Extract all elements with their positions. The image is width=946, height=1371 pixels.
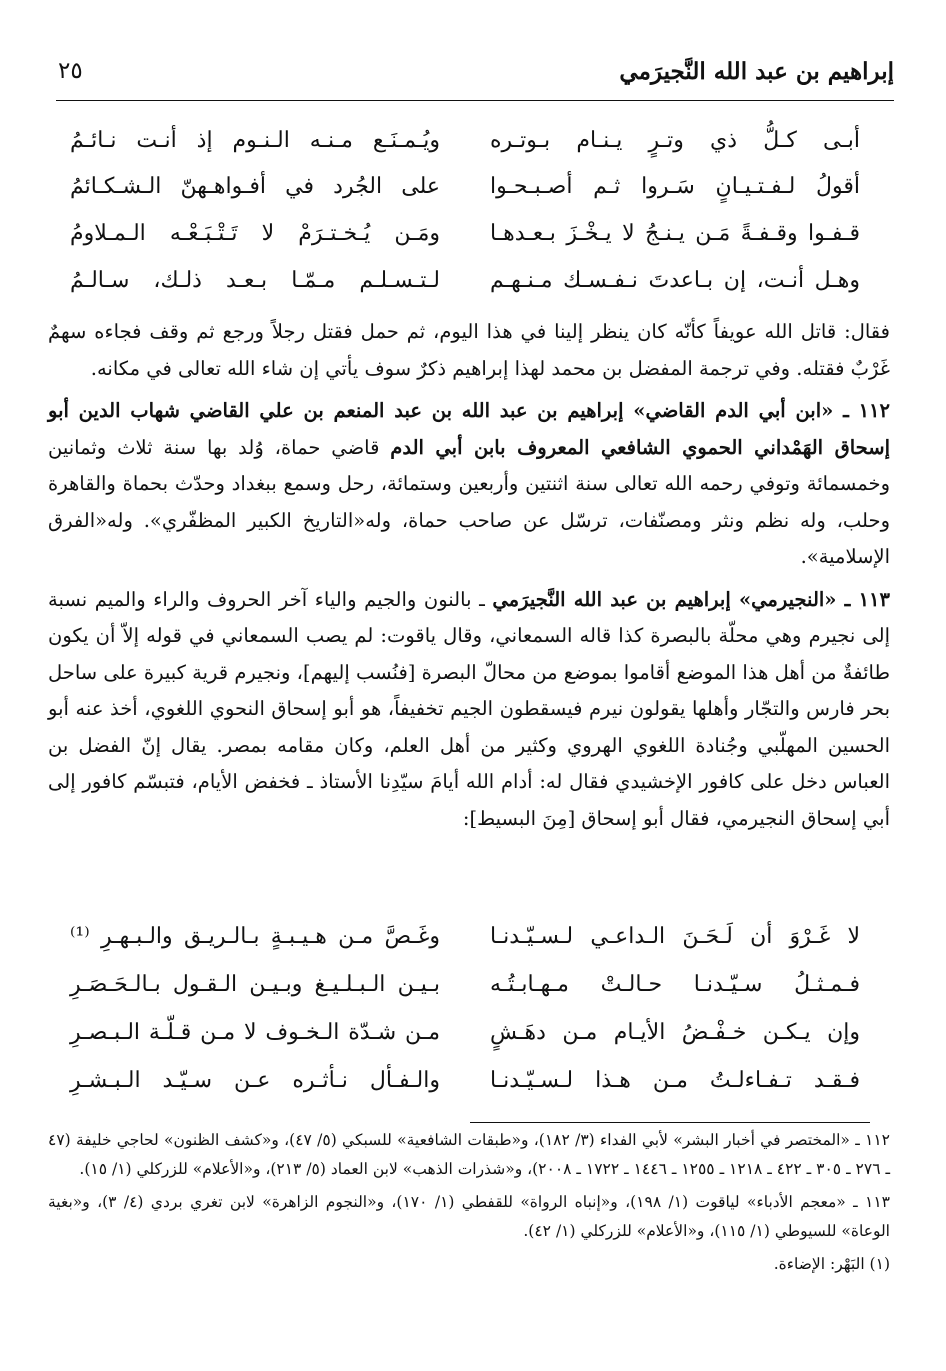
verse-second-hemistich: مـن شـدّة الـخـوف لا مـن قـلّـة الـبـصـرِ	[70, 1020, 440, 1045]
verse-first-hemistich: قـفـوا وقـفـةً مَـن يـنـجُ لا يـخْـزَ بـعـدهـا	[490, 221, 860, 246]
header-rule	[56, 100, 894, 101]
verse-second-hemistich: وغَـصَّ مـن هـيـبـةٍ بـالـريـق والـبـهـرِ ⁽¹⁾	[70, 924, 440, 949]
paragraph-conclusion: فقال: قاتل الله عويفاً كأنّه كان ينظر إلينا في هذا اليوم، ثم حمل فقتل رجلاً ورجع ثم وقف فجاءه سهمٌ غَرْبٌ فقتله. وفي ترجمة المفضل بن محمد لهذا إبراهيم ذكرٌ سوف يأتي إن شاء الله تعالى في مكانه.	[48, 320, 890, 380]
verse-first-hemistich: أقولُ لـفـتـيـانٍ سَـروا ثـم أصـبـحـوا	[490, 174, 860, 199]
poem1-verse	[70, 268, 860, 308]
poem1-verse	[70, 128, 860, 168]
verse-second-hemistich: على الجُرد في أفـواهـهنّ الـشـكـائمُ	[70, 174, 440, 199]
entry-112-body: قاضي حماة، وُلد بها سنة ثلاث وثمانين وخمسمائة وتوفي رحمه الله تعالى سنة اثنتين وأربعين وستمائة، رحل وسمع ببغداد وحدّث بحماة والقاهرة وحلب، وله نظم ونثر ومصنّفات، ترسّل عن صاحب حماة، وله«التاريخ الكبير المظفّري». وله«الفرق الإسلامية».	[48, 435, 890, 568]
page-number: ٢٥	[58, 58, 83, 84]
poem1-verse	[70, 221, 860, 261]
entry-113-body: ـ بالنون والجيم والياء آخر الحروف والراء والميم نسبة إلى نجيرم وهي محلّة بالبصرة كذا قاله السمعاني، وقال ياقوت: لم يصب السمعاني في قوله إلاّ أن يكون طائفةٌ من أهل هذا الموضع أقاموا بموضع من محالّ البصرة [فنُسب إليهم]، ونجيرم قرية كبيرة على ساحل بحر فارس والتجّار وأهلها يقولون نيرم فيسقطون الجيم تخفيفاً، هو أبو إسحاق النحوي اللغوي، أخذ عنه أبو الحسين المهلّبي وجُنادة اللغوي الهروي وكثير من أهل العلم، وكان مقامه بمصر. يقال إنّ الفضل بن العباس دخل على كافور الإخشيدي فقال له: أدام الله أيامَ سيّدِنا الأستاذ ـ فخفض الأيام، فتبسّم كافور إلى أبي إسحاق النجيرمي، فقال أبو إسحاق [مِنَ البسيط]:	[48, 587, 890, 830]
running-title: إبراهيم بن عبد الله النَّجيرَمي	[619, 58, 894, 85]
page-header	[56, 58, 894, 98]
entry-112-heading: ١١٢ ـ «ابن أبي الدم القاضي» إبراهيم بن عبد الله بن عبد المنعم بن علي القاضي شهاب الدين أبو إسحاق الهَمْداني الحموي الشافعي المعروف بابن أبي الدم	[48, 399, 890, 459]
verse-first-hemistich: وإن يـكـن خـفْـضُ الأيـام مـن دهَـشٍ	[490, 1020, 860, 1045]
footnote-rule	[470, 1122, 870, 1123]
poem2-verse	[70, 924, 860, 964]
footnote-1: (١) البَهْر: الإضاءة.	[773, 1255, 890, 1273]
body-text-block	[48, 314, 890, 837]
poem2-verse	[70, 972, 860, 1012]
poem2-verse	[70, 1068, 860, 1108]
verse-second-hemistich: ويُـمـنَـع مـنـه الـنـوم إذ أنـت نـائـمُ	[70, 128, 440, 153]
footnote-113: ١١٣ ـ «معجم الأدباء» لياقوت (١/ ١٩٨)، و«إنباه الرواة» للقفطي (١/ ١٧٠)، و«النجوم الزاهرة» لابن تغري بردي (٤/ ٣)، و«بغية الوعاة» للسيوطي (١/ ١١٥)، و«الأعلام» للزركلي (١/ ٤٢).	[48, 1193, 891, 1240]
poem2-verse	[70, 1020, 860, 1060]
entry-113-heading: ١١٣ ـ «النجيرمي» إبراهيم بن عبد الله النَّجيرَمي	[492, 587, 890, 611]
verse-second-hemistich: بـيـن الـبـلـيـغ وبـيـن الـقـول بـالـحَـصَـرِ	[70, 972, 440, 997]
poem1-verse	[70, 174, 860, 214]
verse-first-hemistich: فـقـد تـفـاءلـتُ مـن هـذا لـسـيّـدنـا	[490, 1068, 860, 1093]
verse-first-hemistich: أبـى كـلُّ ذي وتـرٍ يـنـام بـوتـره	[490, 128, 860, 153]
verse-first-hemistich: فـمـثـلُ سـيّـدنـا حـالـتْ مـهـابـتُـه	[490, 972, 860, 997]
footnote-112: ١١٢ ـ «المختصر في أخبار البشر» لأبي الفداء (٣/ ١٨٢)، و«طبقات الشافعية» للسبكي (٥/ ٤٧)، و«كشف الظنون» لحاجي خليفة (٤٧ ـ ٢٧٦ ـ ٣٠٥ ـ ٤٢٢ ـ ١٢١٨ ـ ١٢٥٥ ـ ١٤٤٦ ـ ١٧٢٢ ـ ٢٠٠٨)، و«شذرات الذهب» لابن العماد (٥/ ٢١٣)، و«الأعلام» للزركلي (١/ ١٥).	[48, 1131, 891, 1178]
entry-113	[48, 582, 890, 838]
footnotes	[48, 1126, 890, 1283]
entry-112	[48, 393, 890, 576]
verse-first-hemistich: لا غَـرْوَ أن لَـحَـنَ الـداعـي لـسـيّـدنـا	[490, 924, 860, 949]
verse-second-hemistich: والـفـأل نـأثـره عـن سـيّـد الـبـشـرِ	[70, 1068, 440, 1093]
verse-first-hemistich: وهـل أنـت، إن بـاعدتَ نـفـسـك مـنـهـم	[490, 268, 860, 293]
verse-second-hemistich: لـتـسـلـم مـمّـا بـعـد ذلـك، سـالـمُ	[70, 268, 440, 293]
verse-second-hemistich: ومَـن يُـخـتـرَمْ لا تَـتْـبَـعْـه الـمـلاومُ	[70, 221, 440, 246]
